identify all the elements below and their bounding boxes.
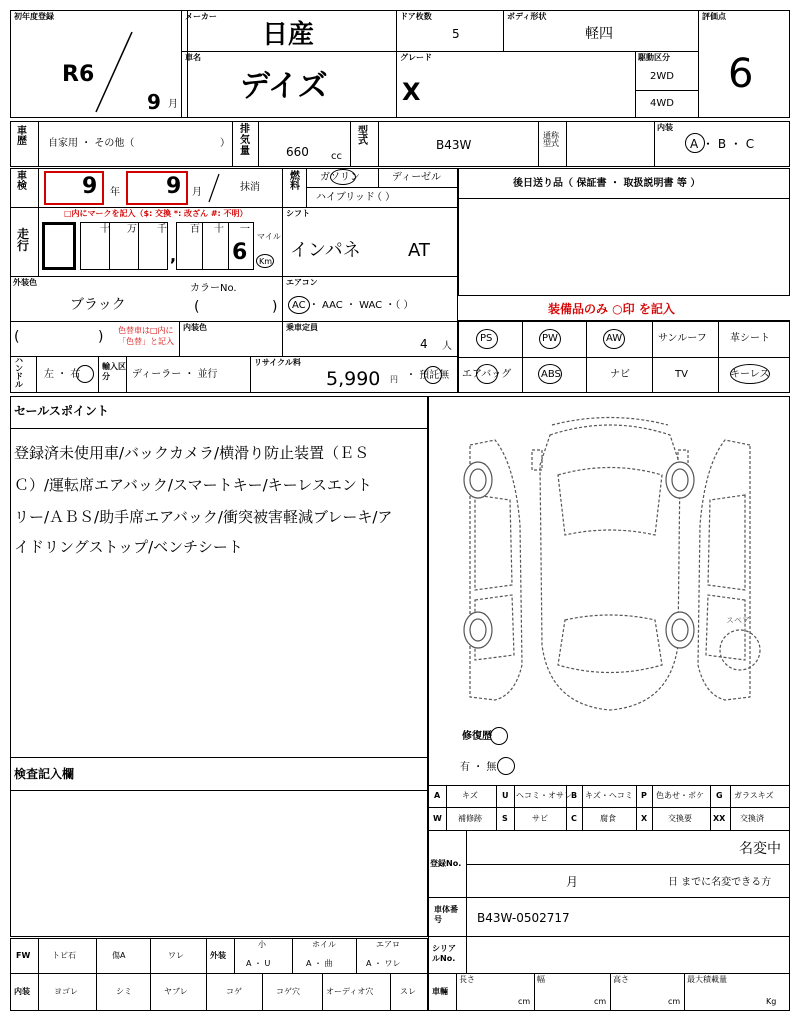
length-label: 長さ <box>459 975 475 984</box>
int-label: 内装 <box>14 987 30 996</box>
shift-type: AT <box>408 240 430 261</box>
mile-label: マイル <box>257 232 281 241</box>
displacement-value: 660 <box>286 145 309 159</box>
int-wear: スレ <box>400 987 416 996</box>
int-stain: シミ <box>116 987 132 996</box>
model-value: B43W <box>436 138 472 152</box>
shift-label: シフト <box>286 209 310 218</box>
equip-leather: 革シート <box>730 333 770 344</box>
repair-label: 修復歴 <box>462 731 492 742</box>
width-label: 幅 <box>537 975 545 984</box>
unit-man: 万 <box>127 224 137 235</box>
displacement-label: 排気量 <box>240 124 250 157</box>
unit-ju-man: 十 <box>100 224 110 235</box>
gasoline-circle <box>330 169 356 185</box>
legend-code-w: W <box>433 814 442 823</box>
mileage-digits-upper <box>80 222 168 270</box>
inspector-label: 検査記入欄 <box>14 767 75 781</box>
legend-code-x: X <box>641 814 648 823</box>
max-load-label: 最大積載量 <box>687 975 727 984</box>
sales-line-1: 登録済未使用車/バックカメラ/横滑り防止装置（ＥＳ <box>14 444 370 462</box>
repair-no-circle <box>497 757 515 775</box>
repair-options: 有 ・ 無 <box>460 762 497 773</box>
max-load-unit: Kg <box>766 997 777 1006</box>
body-label: ボディ形状 <box>507 12 547 21</box>
legend-code-g: G <box>716 791 723 800</box>
name-change-pending: 名変中 <box>739 841 781 857</box>
drive-label: 駆動区分 <box>638 53 670 62</box>
legend-desc-xx: 交換済 <box>740 814 764 823</box>
km-circle <box>256 254 274 268</box>
first-reg-label: 初年度登録 <box>14 12 54 21</box>
inspection-year-unit: 年 <box>110 187 120 198</box>
fw-label: FW <box>16 951 31 960</box>
int-burn-hole: コゲ穴 <box>276 987 300 996</box>
legend-desc-x: 交換要 <box>668 814 692 823</box>
legend-desc-b: キズ・ヘコミ <box>585 791 633 800</box>
legend-desc-a: キズ <box>462 791 478 800</box>
equip-ps: PS <box>480 333 493 344</box>
int-burn: コゲ <box>226 987 242 996</box>
handle-right-circle <box>76 365 94 383</box>
history-label: 車歴 <box>17 126 27 147</box>
capacity-label: 乗車定員 <box>286 323 318 332</box>
mileage-mark-box <box>42 222 76 270</box>
height-unit: cm <box>668 997 681 1006</box>
car-wheels <box>440 405 780 725</box>
unit-ju: 十 <box>214 224 224 235</box>
spare-label: スペア <box>726 616 750 625</box>
ext-label: 外装 <box>210 951 226 960</box>
km-label: Km <box>259 257 273 266</box>
legend-code-xx: XX <box>713 814 726 823</box>
fuel-diesel: ディーゼル <box>392 172 441 183</box>
fw-crack: ワレ <box>168 951 184 960</box>
legend-desc-g: ガラスキズ <box>734 791 774 800</box>
handle-label: ハンドル <box>15 356 23 389</box>
dims-label: 車輛 <box>432 987 448 996</box>
sales-line-3: リー/ＡＢＳ/助手席エアバック/衝突被害軽減ブレーキ/ア <box>14 508 393 526</box>
mileage-value: 6 <box>232 240 248 265</box>
exterior-color-label: 外装色 <box>13 278 37 287</box>
import-label: 輸入区分 <box>102 362 126 381</box>
mileage-label: 走行 <box>17 227 30 253</box>
small-value: A ・ U <box>246 959 271 968</box>
unit-sen: 千 <box>157 224 167 235</box>
legend-code-a: A <box>434 791 441 800</box>
doors-value: 5 <box>452 27 460 41</box>
common-model-label: 通称型式 <box>543 131 559 148</box>
registration-month: 月 <box>566 875 579 889</box>
legend-desc-p: 色あせ・ボケ <box>656 791 704 800</box>
capacity-value: 4 <box>420 337 428 351</box>
small-label: 小 <box>258 940 266 949</box>
legend-desc-u: ヘコミ・オサレ <box>516 791 572 800</box>
maker-value: 日産 <box>262 20 315 50</box>
equip-aw: AW <box>606 333 623 344</box>
unit-hyaku: 百 <box>190 224 200 235</box>
legend-desc-c: 腐食 <box>600 814 616 823</box>
dimensions-box <box>428 973 790 1011</box>
int-audio-hole: オーディオ穴 <box>326 987 374 996</box>
grade-cell <box>396 51 636 118</box>
equip-pw: PW <box>542 333 558 344</box>
legend-code-c: C <box>571 814 577 823</box>
int-tear: ヤブレ <box>164 987 188 996</box>
aero-value: A ・ ワレ <box>366 959 401 968</box>
ac-options: AC ・ AAC ・ WAC ・（ ） <box>292 300 414 311</box>
equip-tv: TV <box>675 369 688 380</box>
auction-sheet: 初年度登録 R6 9 月 メーカー 日産 ドア枚数 5 ボディ形状 軽四 評価点 6 車名 デイズ グレード X 駆動区分 2WD 4WD 車歴 自家用 ・ その他（ ） 排気量 660 cc 型式 B43W 通称型式 内装 A ・ B ・ C 車検 9 年 9 月 抹消 燃料 ガソリン ディーゼル ハイブリッド （ ） 後日送り品（ 保証書 ・ 取扱説明書 等 ） 走行 □内にマークを記入（$: 交換 *: 改ざん #: 不明） 十 万 千 , 百 十 一 6 マイル Km シフト インパネ AT 外装色 ブラック カラーNo. ( ) エアコン AC ・ AAC ・ WAC ・（ ） 装備品のみ ○印 を記入 ( ) 色替車は□内に「色替」と記入 内装色 乗車定員 4 人 PS PW AW サンルーフ 革シート エアバッグ ABS ナビ TV キーレス ハンドル 左 ・ 右 輸入区分 ディーラー ・ 並行 リサイクル料 5,990 円 ・ 預託無 セールスポイント 登録済未使用車/バックカメラ/横滑り防止装置（ＥＳ Ｃ）/運転席エアバック/スマートキー/キーレスエント リー/ＡＢＳ/助手席エアバック/衝突被害軽減ブレーキ/ア イドリングストップ/ベンチシート スペア 修復歴 有 ・ 無 検査記入欄 A キズ U ヘコミ・オサレ B キズ・ヘコミ P 色あせ・ボケ G ガラスキズ W 補修跡 S サビ C 腐食 X 交換要 XX 交換済 登録No. 名変中 月 日 までに名変できる方 車体番号 B43W-0502717 FW トビ石 傷A ワレ 外装 小 A ・ U ホイル A ・ 曲 エアロ A ・ ワレ シリアルNo. 内装 ヨゴレ シミ ヤブレ コゲ コゲ穴 オーディオ穴 スレ 車輛 長さ cm 幅 cm 高さ cm 最大積載量 Kg <box>0 0 800 1024</box>
interior-label: 内装 <box>657 123 673 132</box>
legend-desc-w: 補修跡 <box>458 814 482 823</box>
inspection-month-unit: 月 <box>192 187 202 198</box>
body-value: 軽四 <box>585 26 613 42</box>
first-reg-era: R6 <box>62 62 95 87</box>
inspection-label: 車検 <box>17 171 27 192</box>
legend-desc-s: サビ <box>532 814 548 823</box>
length-unit: cm <box>518 997 531 1006</box>
equip-airbag: エアバッグ <box>462 369 512 380</box>
legend-code-u: U <box>502 791 509 800</box>
import-value: ディーラー ・ 並行 <box>132 369 218 380</box>
exterior-color-value: ブラック <box>70 297 126 313</box>
drive-2wd: 2WD <box>650 71 674 82</box>
car-name-label: 車名 <box>185 53 201 62</box>
history-value: 自家用 ・ その他（ <box>48 138 135 149</box>
fuel-label: 燃料 <box>290 171 300 192</box>
legend-code-p: P <box>641 791 647 800</box>
fuel-other: （ ） <box>372 192 396 203</box>
later-docs-text: 後日送り品（ 保証書 ・ 取扱説明書 等 ） <box>513 178 701 189</box>
recycle-unit: 円 <box>390 375 398 384</box>
equip-keyless: キーレス <box>730 369 770 380</box>
fuel-gasoline: ガソリン <box>320 172 360 183</box>
doors-label: ドア枚数 <box>400 12 432 21</box>
exterior-color-cell <box>10 276 283 322</box>
mileage-note: □内にマークを記入（$: 交換 *: 改ざん #: 不明） <box>64 209 248 218</box>
fuel-hybrid: ハイブリッド <box>316 192 375 203</box>
sales-points-label: セールスポイント <box>14 404 109 418</box>
wheel-value: A ・ 曲 <box>306 959 333 968</box>
color-no-label: カラーNo. <box>190 283 237 294</box>
legend-code-s: S <box>502 814 508 823</box>
serial-box <box>428 936 790 974</box>
cc-unit: cc <box>331 151 342 162</box>
width-unit: cm <box>594 997 607 1006</box>
equipment-header: 装備品のみ ○印 を記入 <box>548 302 675 316</box>
ac-label: エアコン <box>286 278 318 287</box>
shift-position: インパネ <box>290 240 361 261</box>
score-value: 6 <box>728 51 754 97</box>
recycle-value: 5,990 <box>326 368 381 390</box>
aero-label: エアロ <box>376 940 400 949</box>
recycle-deposit: ・ 預託無 <box>406 370 450 381</box>
serial-label: シリアルNo. <box>432 944 456 964</box>
inspection-month: 9 <box>166 174 182 199</box>
int-dirt: ヨゴレ <box>54 987 78 996</box>
maker-label: メーカー <box>185 12 217 21</box>
equip-abs: ABS <box>541 369 561 380</box>
ac-circle <box>288 296 310 314</box>
cancel-text: 抹消 <box>240 182 260 193</box>
sales-line-2: Ｃ）/運転席エアバック/スマートキー/キーレスエント <box>14 476 372 494</box>
date-slash <box>90 28 140 118</box>
legend-code-b: B <box>571 791 578 800</box>
wheel-label: ホイル <box>312 940 336 949</box>
history-close: ） <box>220 138 230 149</box>
grade-value: X <box>402 78 421 106</box>
drive-4wd: 4WD <box>650 98 674 109</box>
score-label: 評価点 <box>702 12 726 21</box>
capacity-unit: 人 <box>442 341 452 352</box>
inspection-year: 9 <box>82 174 98 199</box>
unit-ichi: 一 <box>240 224 250 235</box>
vehicle-number-value: B43W-0502717 <box>477 911 570 925</box>
equip-navi: ナビ <box>610 369 630 380</box>
fw-stone: トビ石 <box>52 951 76 960</box>
handle-value: 左 ・ 右 <box>44 369 81 380</box>
car-name-value: デイズ <box>240 69 328 104</box>
interior-color-label: 内装色 <box>183 323 207 332</box>
first-reg-month: 9 <box>147 90 161 114</box>
recycle-label: リサイクル料 <box>254 358 301 367</box>
height-label: 高さ <box>613 975 629 984</box>
color-change-note: 色替車は□内に「色替」と記入 <box>118 326 174 347</box>
registration-note: 日 までに名変できる方 <box>668 877 772 888</box>
grade-label: グレード <box>400 53 432 62</box>
fw-scratch: 傷A <box>112 951 126 960</box>
interior-a-circle <box>685 133 705 153</box>
interior-grades: A ・ B ・ C <box>690 137 755 151</box>
registration-label: 登録No. <box>430 859 462 868</box>
sales-line-4: イドリングストップ/ベンチシート <box>14 538 243 556</box>
vehicle-number-label: 車体番号 <box>434 905 458 925</box>
model-label: 型式 <box>358 126 368 147</box>
inspector-box <box>10 757 428 937</box>
equip-sunroof: サンルーフ <box>658 333 707 344</box>
first-reg-month-unit: 月 <box>168 99 178 110</box>
